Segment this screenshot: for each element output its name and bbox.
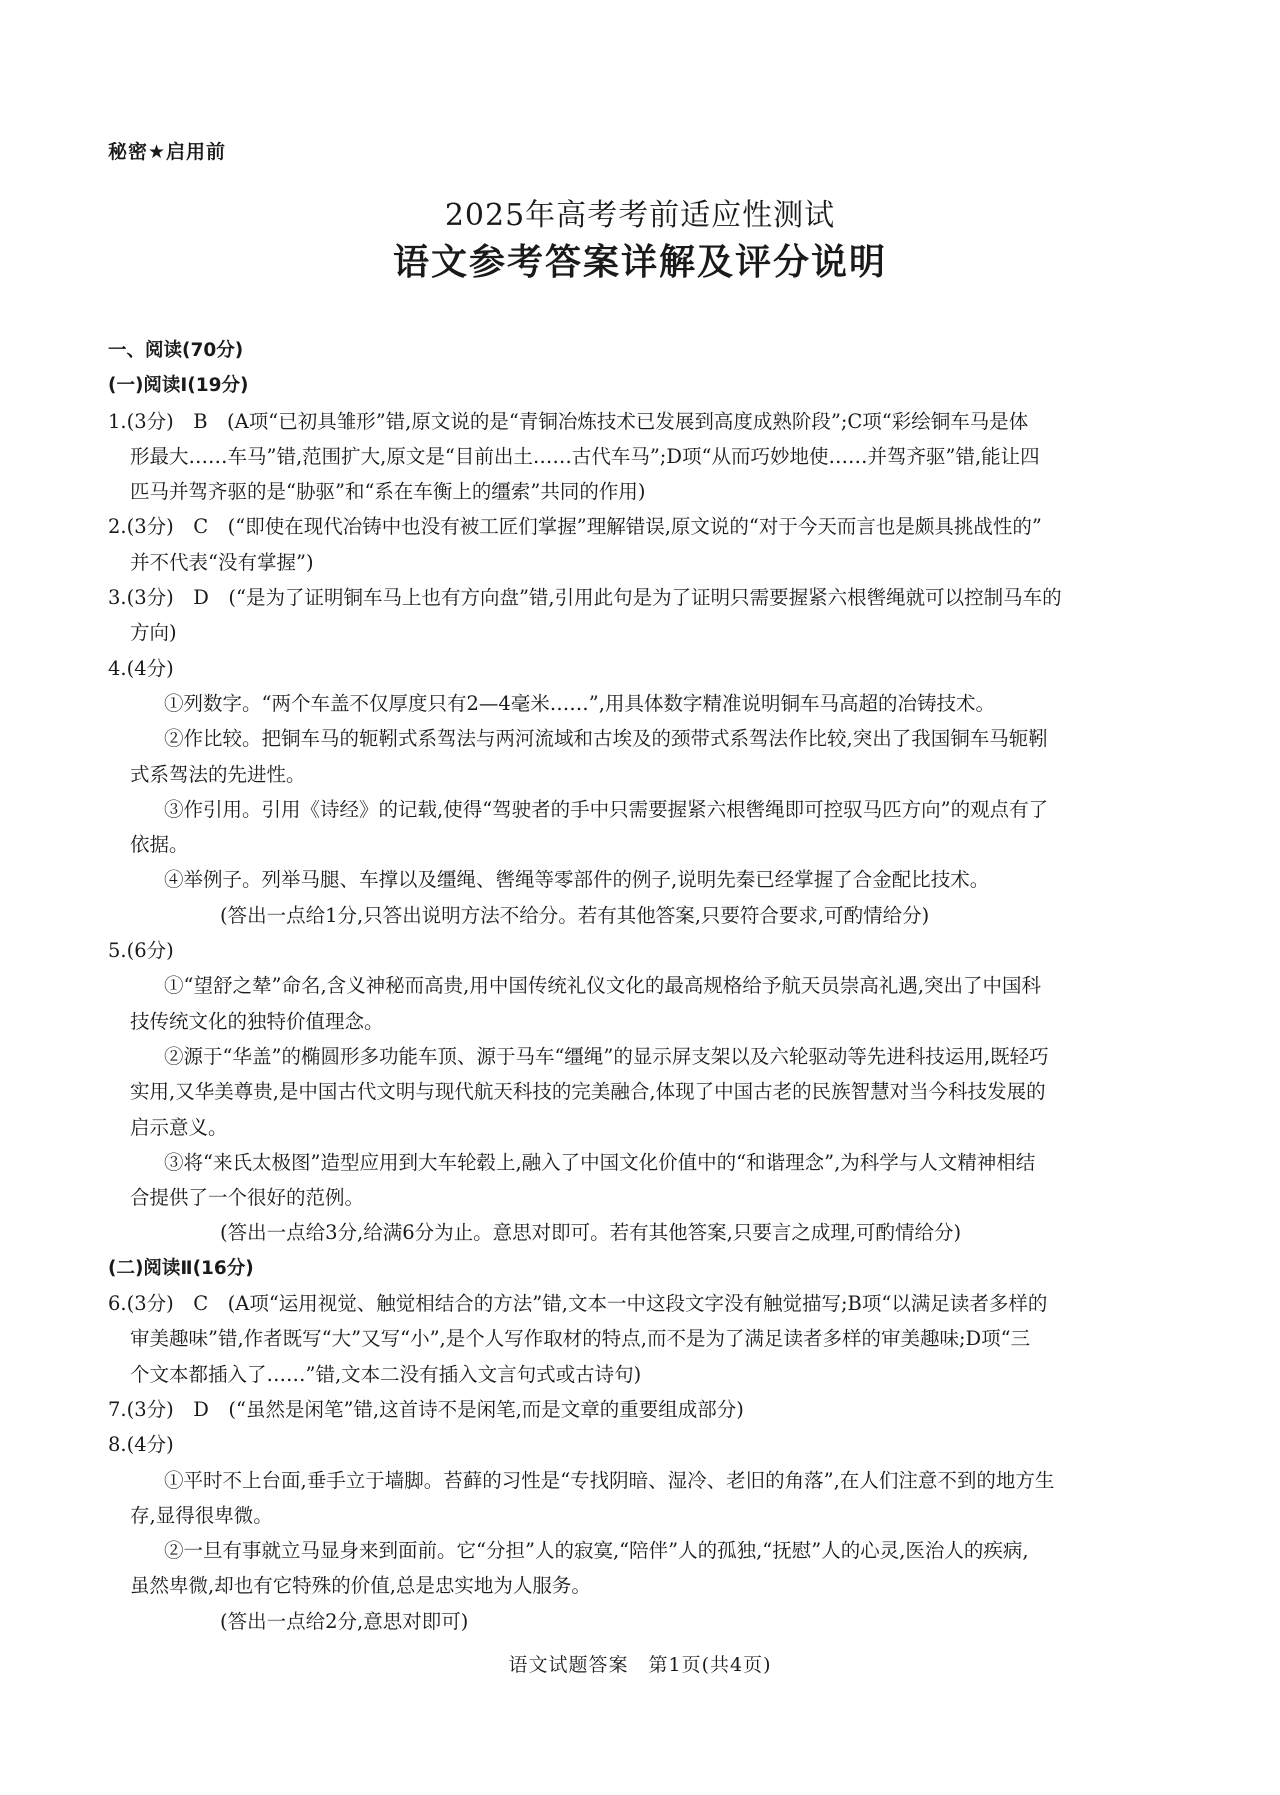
section-heading: 一、阅读(70分) — [108, 340, 244, 361]
answer-line: 5.(6分) — [108, 939, 174, 963]
answer-line: 合提供了一个很好的范例。 — [130, 1186, 365, 1210]
answer-line: ②一旦有事就立马显身来到面前。它“分担”人的寂寞,“陪伴”人的孤独,“抚慰”人的心灵,医治人的疾病, — [164, 1539, 1029, 1563]
answer-line: 技传统文化的独特价值理念。 — [130, 1009, 384, 1033]
answer-line: 虽然卑微,却也有它特殊的价值,总是忠实地为人服务。 — [130, 1574, 591, 1598]
answer-line: 个文本都插入了……”错,文本二没有插入文言句式或古诗句) — [130, 1362, 642, 1386]
answer-line: ②源于“华盖”的椭圆形多功能车顶、源于马车“缰绳”的显示屏支架以及六轮驱动等先进科技运用,既轻巧 — [164, 1044, 1049, 1068]
answer-line: ②作比较。把铜车马的轭靷式系驾法与两河流域和古埃及的颈带式系驾法作比较,突出了我国铜车马轭靷 — [164, 727, 1048, 751]
answer-line: (答出一点给2分,意思对即可) — [220, 1609, 469, 1633]
answer-line: 1.(3分) B (A项“已初具雏形”错,原文说的是“青铜冶炼技术已发展到高度成熟阶段”;C项“彩绘铜车马是体 — [108, 409, 1029, 433]
answer-line: 4.(4分) — [108, 656, 174, 680]
secret-label: 秘密★启用前 — [108, 141, 227, 163]
exam-title: 2025年高考考前适应性测试 — [444, 198, 836, 233]
page-footer: 语文试题答案 第1页(共4页) — [508, 1654, 772, 1676]
answer-line: 式系驾法的先进性。 — [130, 762, 306, 786]
answer-line: 实用,又华美尊贵,是中国古代文明与现代航天科技的完美融合,体现了中国古老的民族智慧对当今科技发展的 — [130, 1080, 1046, 1104]
answer-line: ③作引用。引用《诗经》的记载,使得“驾驶者的手中只需要握紧六根辔绳即可控驭马匹方向”的观点有了 — [164, 797, 1049, 821]
answer-line: 3.(3分) D (“是为了证明铜车马上也有方向盘”错,引用此句是为了证明只需要握紧六根辔绳就可以控制马车的 — [108, 586, 1062, 610]
answer-line: 启示意义。 — [130, 1115, 228, 1139]
answer-line: 并不代表“没有掌握”) — [130, 550, 314, 574]
answer-line: 2.(3分) C (“即使在现代冶铸中也没有被工匠们掌握”理解错误,原文说的“对于今天而言也是颇具挑战性的” — [108, 515, 1042, 539]
answer-line: ①“望舒之辇”命名,含义神秘而高贵,用中国传统礼仪文化的最高规格给予航天员崇高礼遇,突出了中国科 — [164, 974, 1042, 998]
answer-line: ①列数字。“两个车盖不仅厚度只有2—4毫米……”,用具体数字精准说明铜车马高超的冶铸技术。 — [164, 691, 995, 715]
answer-line: 依据。 — [130, 833, 189, 857]
section-heading: (一)阅读Ⅰ(19分) — [108, 375, 249, 397]
answer-line: 6.(3分) C (A项“运用视觉、触觉相结合的方法”错,文本一中这段文字没有触觉描写;B项“以满足读者多样的 — [108, 1292, 1048, 1316]
answer-line: 存,显得很卑微。 — [130, 1503, 273, 1527]
answer-line: ①平时不上台面,垂手立于墙脚。苔藓的习性是“专找阴暗、湿冷、老旧的角落”,在人们注意不到的地方生 — [164, 1468, 1055, 1492]
answer-line: ③将“来氏太极图”造型应用到大车轮毂上,融入了中国文化价值中的“和谐理念”,为科学与人文精神相结 — [164, 1150, 1036, 1174]
answer-line: 方向) — [130, 621, 177, 645]
answer-line: 8.(4分) — [108, 1433, 174, 1457]
section-heading: (二)阅读Ⅱ(16分) — [108, 1257, 254, 1279]
answer-body — [108, 333, 1193, 1639]
answer-line: (答出一点给3分,给满6分为止。意思对即可。若有其他答案,只要言之成理,可酌情给分) — [220, 1221, 962, 1245]
answer-line: 7.(3分) D (“虽然是闲笔”错,这首诗不是闲笔,而是文章的重要组成部分) — [108, 1397, 744, 1421]
answer-line: (答出一点给1分,只答出说明方法不给分。若有其他答案,只要符合要求,可酌情给分) — [220, 903, 930, 927]
answer-line: 审美趣味”错,作者既写“大”又写“小”,是个人写作取材的特点,而不是为了满足读者多样的审美趣味;D项“三 — [130, 1327, 1031, 1351]
answer-line: 形最大……车马”错,范围扩大,原文是“目前出土……古代车马”;D项“从而巧妙地使……并驾齐驱”错,能让四 — [130, 444, 1040, 468]
answer-line: ④举例子。列举马腿、车撑以及缰绳、辔绳等零部件的例子,说明先秦已经掌握了合金配比技术。 — [164, 868, 990, 892]
document-title: 语文参考答案详解及评分说明 — [392, 242, 887, 283]
answer-line: 匹马并驾齐驱的是“胁驱”和“系在车衡上的缰索”共同的作用) — [130, 480, 646, 504]
